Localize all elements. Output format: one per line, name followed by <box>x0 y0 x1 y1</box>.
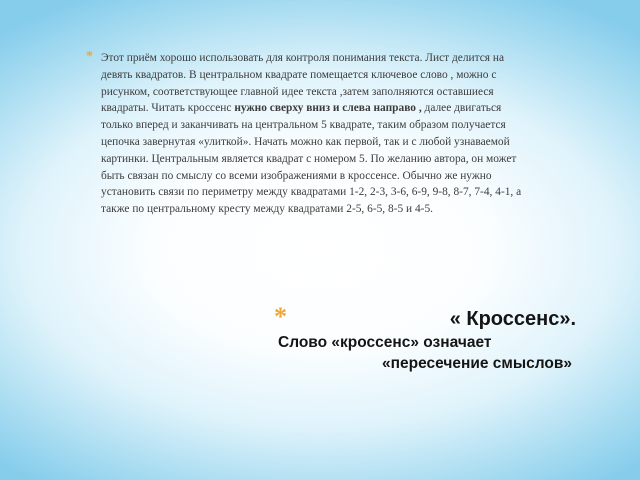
body-paragraph <box>88 50 528 218</box>
heading-line-1: Слово «кроссенс» означает <box>278 334 492 351</box>
heading-title: « Кроссенс». <box>449 308 576 330</box>
body-text <box>88 50 528 218</box>
asterisk-bullet-icon: * <box>86 49 93 64</box>
heading-block <box>274 302 584 374</box>
asterisk-bullet-icon: * <box>274 302 287 331</box>
body-bold-phrase: нужно сверху вниз и слева направо , <box>234 102 422 115</box>
heading-line-2: «пересечение смыслов» <box>382 355 572 372</box>
body-part-1: Этот приём хорошо использовать для контроля понимания текста. Лист делится на девять квадратов. В центральном квадрате помещается ключевое слово , можно с рисунком, соответствующее главной идее текста ,затем заполняются оставшиеся квадраты. Читать кроссенс <box>101 52 505 115</box>
body-part-2: далее двигаться только вперед и заканчивать на центральном 5 квадрате, таким образом получается цепочка завернутая «улиткой». Начать можно как первой, так и с любой узнаваемой картинки. Центральным является квадрат с номером 5. По желанию автора, он может быть связан по смыслу со всеми изображениями в кроссенсе. Обычно же нужно установить связи по периметру между квадратами 1-2, 2-3, 3-6, 6-9, 9-8, 8-7, 7-4, 4-1, а также по центральному кресту между квадратами 2-5, 6-5, 8-5 и 4-5. <box>101 102 522 216</box>
